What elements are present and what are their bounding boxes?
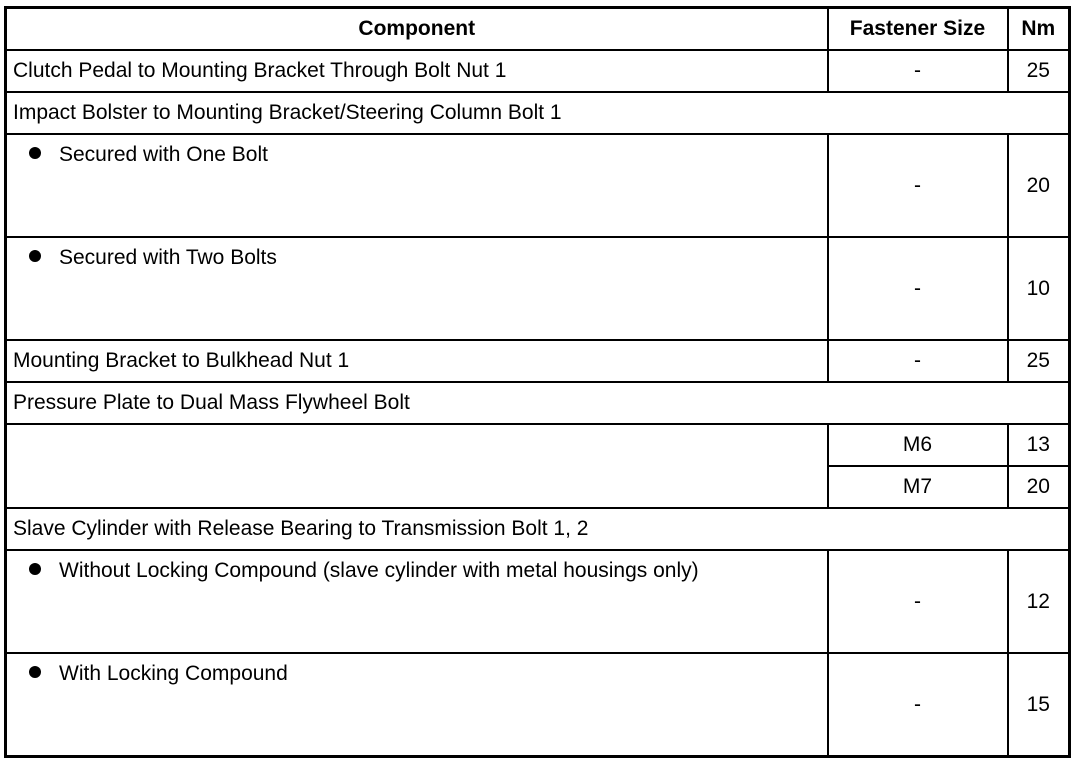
table-row [6, 550, 1070, 653]
torque-cell: 20 [1008, 134, 1070, 237]
table-row-section [6, 92, 1070, 134]
component-cell: Clutch Pedal to Mounting Bracket Through Bolt Nut 1 [6, 50, 828, 92]
component-cell [6, 237, 828, 340]
fastener-size-cell: M6 [828, 424, 1008, 466]
header-nm: Nm [1008, 8, 1070, 51]
table-row [6, 340, 1070, 382]
torque-cell: 12 [1008, 550, 1070, 653]
component-cell [6, 134, 828, 237]
bullet-icon [29, 147, 41, 159]
component-label: Without Locking Compound (slave cylinder with metal housings only) [59, 559, 699, 582]
header-fastener-size: Fastener Size [828, 8, 1008, 51]
torque-spec-table [4, 6, 1071, 758]
section-heading-cell: Slave Cylinder with Release Bearing to Transmission Bolt 1, 2 [6, 508, 1070, 550]
header-component: Component [6, 8, 828, 51]
component-cell [6, 550, 828, 653]
component-label: With Locking Compound [59, 662, 288, 685]
table-row-section [6, 508, 1070, 550]
table-row [6, 134, 1070, 237]
component-cell [6, 653, 828, 757]
torque-cell: 25 [1008, 50, 1070, 92]
table-row-section [6, 382, 1070, 424]
fastener-size-cell: - [828, 237, 1008, 340]
bullet-icon [29, 563, 41, 575]
torque-cell: 13 [1008, 424, 1070, 466]
fastener-size-cell: - [828, 653, 1008, 757]
fastener-size-cell: M7 [828, 466, 1008, 508]
fastener-size-cell: - [828, 340, 1008, 382]
fastener-size-cell: - [828, 50, 1008, 92]
fastener-size-cell: - [828, 134, 1008, 237]
table-row [6, 653, 1070, 757]
table-row [6, 424, 1070, 466]
torque-cell: 20 [1008, 466, 1070, 508]
component-label: Secured with Two Bolts [59, 246, 277, 269]
component-cell-empty [6, 424, 828, 508]
torque-cell: 25 [1008, 340, 1070, 382]
table-row [6, 237, 1070, 340]
component-label: Secured with One Bolt [59, 143, 268, 166]
component-cell: Mounting Bracket to Bulkhead Nut 1 [6, 340, 828, 382]
section-heading-cell: Impact Bolster to Mounting Bracket/Steering Column Bolt 1 [6, 92, 1070, 134]
fastener-size-cell: - [828, 550, 1008, 653]
section-heading-cell: Pressure Plate to Dual Mass Flywheel Bolt [6, 382, 1070, 424]
torque-cell: 10 [1008, 237, 1070, 340]
table-row [6, 50, 1070, 92]
bullet-icon [29, 250, 41, 262]
torque-cell: 15 [1008, 653, 1070, 757]
header-row [6, 8, 1070, 51]
bullet-icon [29, 666, 41, 678]
